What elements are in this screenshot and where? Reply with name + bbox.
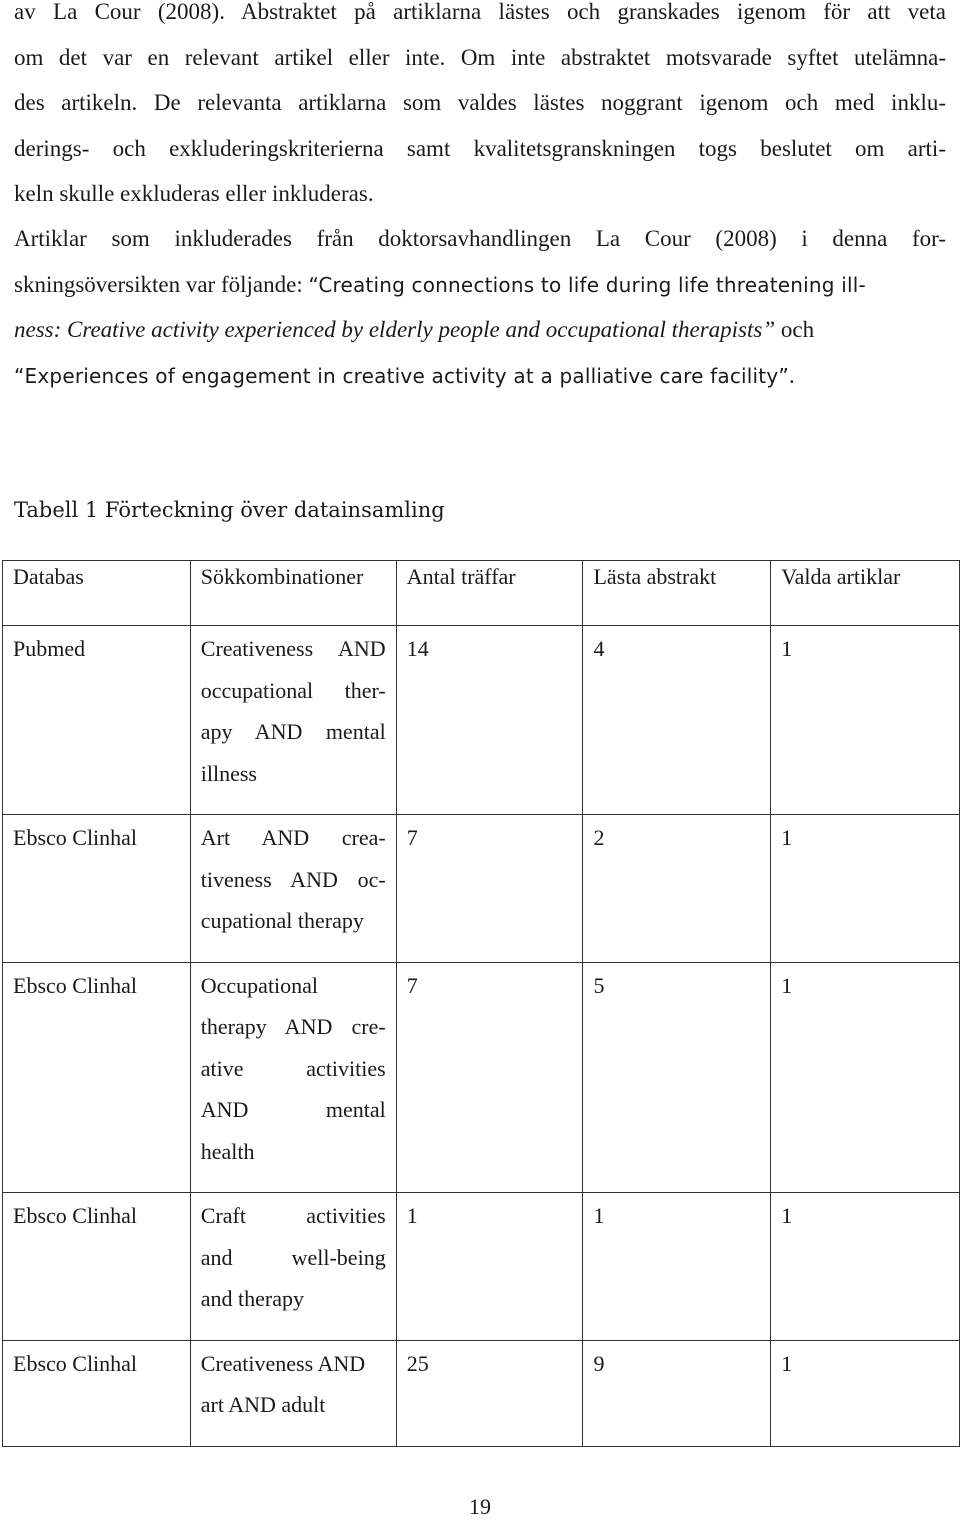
combo-line: occupational ther- <box>200 677 386 703</box>
header-abstracts-read: Lästa abstrakt <box>583 561 771 626</box>
table-row <box>3 626 960 815</box>
text-fragment: och <box>775 317 815 342</box>
text-line: des artikeln. De relevanta artiklarna som valdes lästes noggrant igenom och med inklu- <box>14 90 946 115</box>
text-line: av La Cour (2008). Abstraktet på artiklarna lästes och granskades igenom för att veta <box>14 0 946 24</box>
header-selected-articles: Valda artiklar <box>771 561 960 626</box>
text-fragment: skningsöversikten var följande: <box>14 271 309 297</box>
combo-line: ative activities <box>200 1055 386 1081</box>
text-line: Artiklar som inkluderades från doktorsavhandlingen La Cour (2008) i denna for- <box>14 226 946 251</box>
combo-line: Art AND crea- <box>200 825 386 850</box>
text-line <box>14 307 946 353</box>
text-line <box>14 262 946 308</box>
cell-abstracts-read: 4 <box>583 626 771 815</box>
table-row <box>3 1193 960 1341</box>
combo-line: therapy AND cre- <box>200 1014 386 1039</box>
cell-abstracts-read: 5 <box>583 962 771 1193</box>
paragraph-included-articles <box>14 216 946 398</box>
cell-selected-articles: 1 <box>771 815 960 963</box>
combo-line: art AND adult <box>200 1392 326 1417</box>
combo-line: apy AND mental <box>200 719 386 744</box>
combo-line: and well-being <box>200 1244 386 1270</box>
table-caption: Tabell 1 Förteckning över datainsamling <box>14 498 445 522</box>
combo-line: Creativeness AND <box>200 1350 366 1376</box>
cell-hits: 7 <box>396 962 583 1193</box>
table-row <box>3 962 960 1193</box>
cell-abstracts-read: 9 <box>583 1340 771 1446</box>
combo-line: tiveness AND oc- <box>200 866 386 892</box>
data-collection-table <box>2 560 960 1447</box>
combo-line: cupational therapy <box>200 908 364 933</box>
cell-search-combination <box>190 1193 396 1341</box>
cell-hits: 14 <box>396 626 583 815</box>
header-search-combinations: Sökkombinationer <box>190 561 396 626</box>
cell-hits: 25 <box>396 1340 583 1446</box>
table-row <box>3 1340 960 1446</box>
combo-line: Occupational <box>200 972 319 998</box>
cell-database: Ebsco Clinhal <box>3 1340 191 1446</box>
cell-selected-articles: 1 <box>771 1193 960 1341</box>
text-line: keln skulle exkluderas eller inkluderas. <box>14 181 374 206</box>
text-fragment: . <box>788 362 795 388</box>
cell-hits: 1 <box>396 1193 583 1341</box>
cell-database: Ebsco Clinhal <box>3 962 191 1193</box>
cell-selected-articles: 1 <box>771 962 960 1193</box>
cell-hits: 7 <box>396 815 583 963</box>
cell-database: Ebsco Clinhal <box>3 815 191 963</box>
text-line: derings- och exkluderingskriterierna samt kvalitetsgranskningen togs beslutet om arti- <box>14 135 946 161</box>
combo-line: and therapy <box>200 1286 304 1311</box>
text-line: om det var en relevant artikel eller inte. Om inte abstraktet motsvarade syftet utelämna- <box>14 44 946 70</box>
combo-line: illness <box>200 760 257 786</box>
cell-selected-articles: 1 <box>771 626 960 815</box>
cell-abstracts-read: 2 <box>583 815 771 963</box>
cell-database: Ebsco Clinhal <box>3 1193 191 1341</box>
combo-line: AND mental <box>200 1097 386 1122</box>
table-row <box>3 815 960 963</box>
article-title-fragment: “Experiences of engagement in creative activity at a palliative care facility” <box>14 363 789 388</box>
text-line <box>14 353 946 399</box>
page-number: 19 <box>469 1494 491 1519</box>
combo-line: Creativeness AND <box>200 636 386 661</box>
header-database: Databas <box>3 561 191 626</box>
cell-search-combination <box>190 626 396 815</box>
article-title-fragment: “Creating connections to life during life threatening ill- <box>308 272 866 297</box>
cell-search-combination <box>190 962 396 1193</box>
cell-database: Pubmed <box>3 626 191 815</box>
cell-search-combination <box>190 1340 396 1446</box>
table-header-row <box>3 561 960 626</box>
combo-line: Craft activities <box>200 1203 386 1228</box>
cell-search-combination <box>190 815 396 963</box>
article-title-fragment: ness: Creative activity experienced by elderly people and occupational therapists” <box>14 317 776 342</box>
cell-abstracts-read: 1 <box>583 1193 771 1341</box>
combo-line: health <box>200 1138 255 1164</box>
header-hits: Antal träffar <box>396 561 583 626</box>
cell-selected-articles: 1 <box>771 1340 960 1446</box>
paragraph-method <box>14 0 946 217</box>
